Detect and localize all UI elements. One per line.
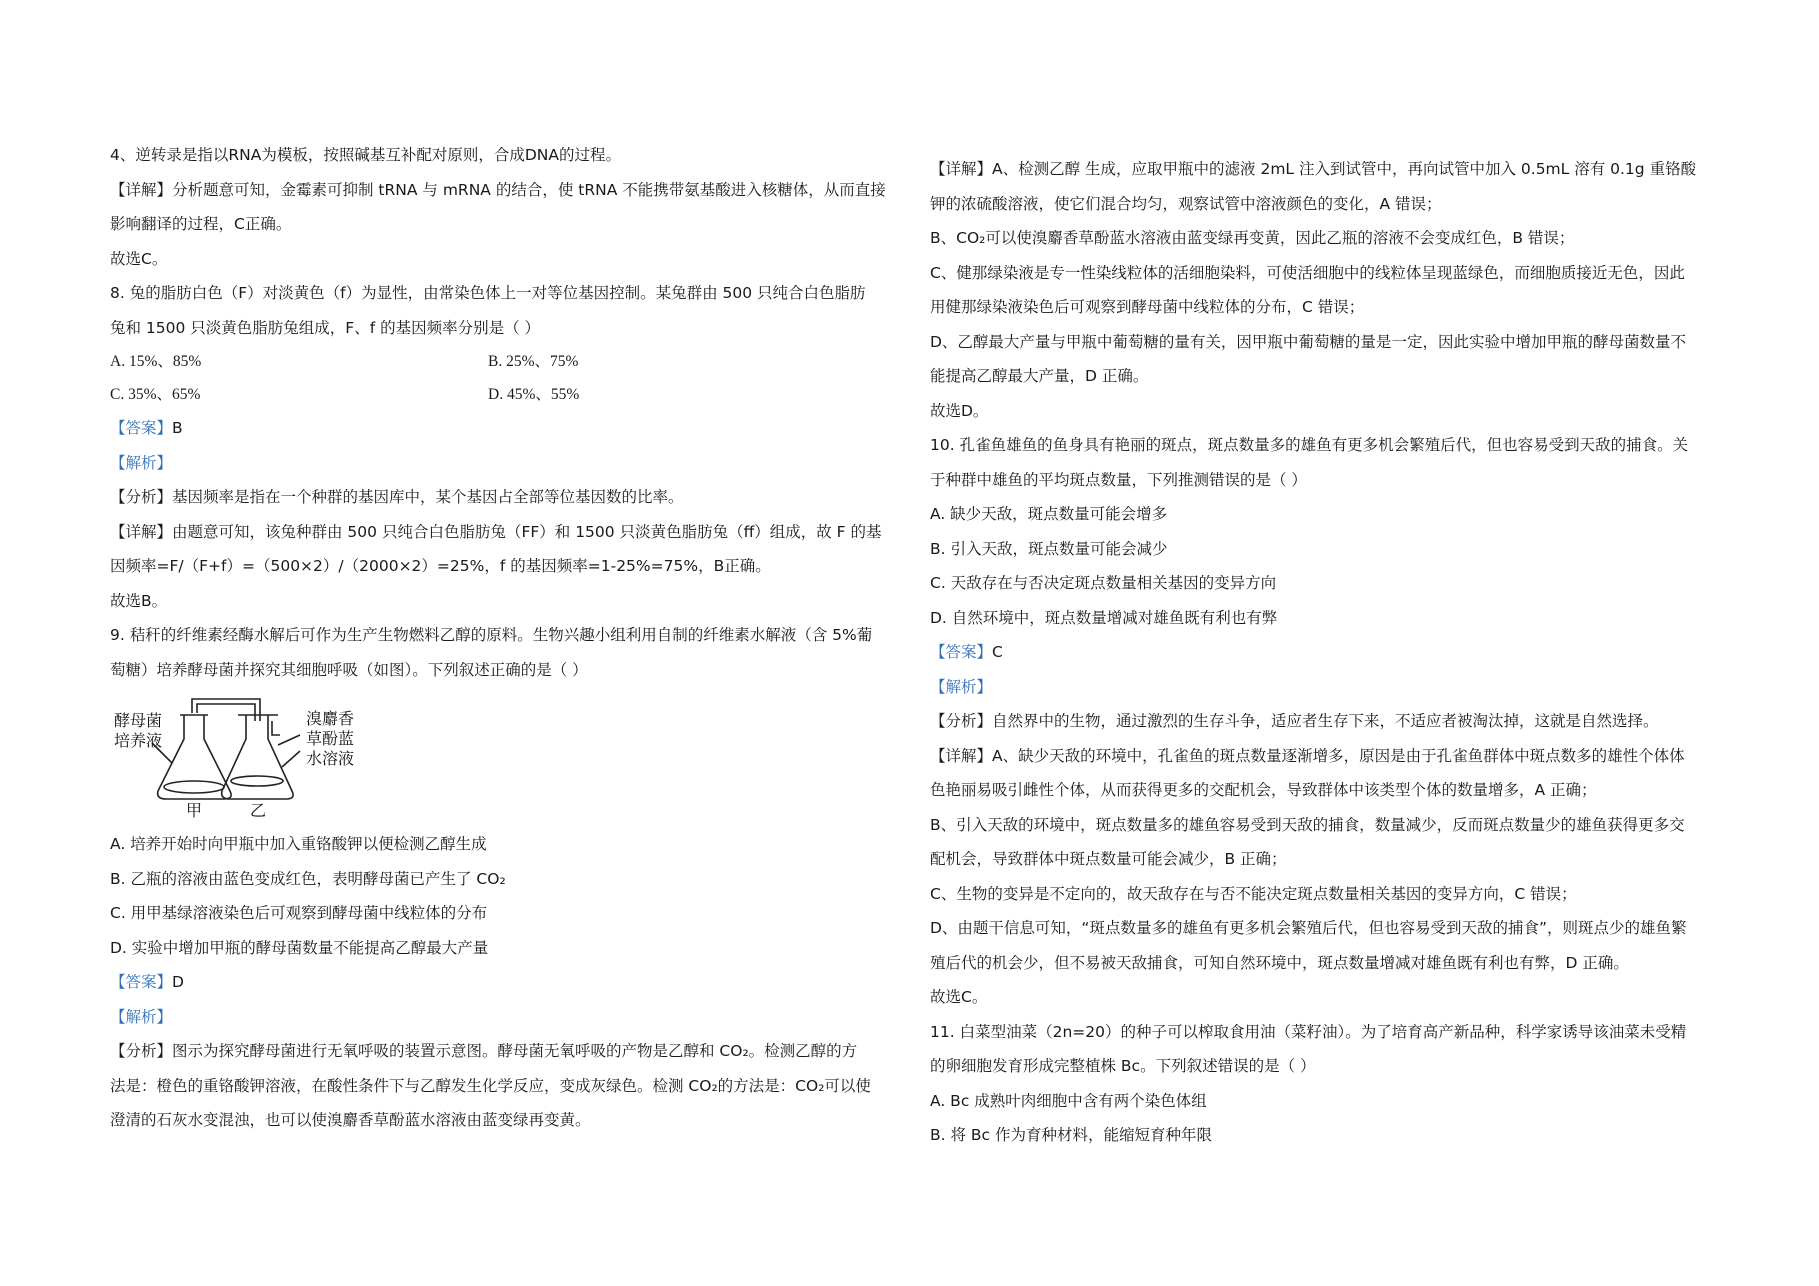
q11-option-a: A. Bc 成熟叶肉细胞中含有两个染色体组 [930,1091,1207,1110]
q7-detail-line: 影响翻译的过程，C正确。 [110,215,292,233]
q8-detail: 因频率=F/（F+f）=（500×2）/（2000×2）=25%，f 的基因频率=1-25%=75%，B正确。 [110,557,771,575]
q9-option-d: D. 实验中增加甲瓶的酵母菌数量不能提高乙醇最大产量 [110,938,489,957]
flask-b-label: 乙 [250,801,267,820]
q10-detail: C、生物的变异是不定向的，故天敌存在与否不能决定斑点数量相关基因的变异方向，C 错误； [930,884,1577,903]
q10-detail: 色艳丽易吸引雌性个体，从而获得更多的交配机会，导致群体中该类型个体的数量增多，A 正确； [930,781,1597,799]
q8-analysis: 【分析】基因频率是指在一个种群的基因库中，某个基因占全部等位基因数的比率。 [110,488,684,506]
q10-detail: 配机会，导致群体中斑点数量可能会减少，B 正确； [930,850,1287,868]
q10-option-c: C. 天敌存在与否决定斑点数量相关基因的变异方向 [930,574,1277,592]
q8-option-b: B. 25%、75% [488,353,579,370]
flask-apparatus-figure [110,691,370,821]
analysis-tag: 【解析】 [110,1007,173,1026]
left-column [110,138,910,1138]
answer-value: D [172,973,184,991]
q9-stem: 萄糖）培养酵母菌并探究其细胞呼吸（如图）。下列叙述正确的是（ ） [110,660,588,679]
q10-stem: 10. 孔雀鱼雄鱼的鱼身具有艳丽的斑点，斑点数量多的雄鱼有更多机会繁殖后代，但也容易受到天敌的捕食。关 [930,436,1689,454]
q4-line: 4、逆转录是指以RNA为模板，按照碱基互补配对原则，合成DNA的过程。 [110,146,621,164]
q9-option-c: C. 用甲基绿溶液染色后可观察到酵母菌中线粒体的分布 [110,904,488,922]
q10-stem: 于种群中雄鱼的平均斑点数量，下列推测错误的是（ ） [930,470,1307,489]
q8-answer [110,411,910,446]
figure-label: 培养液 [114,731,163,750]
analysis-tag: 【解析】 [110,453,173,472]
q9-option-a: A. 培养开始时向甲瓶中加入重铬酸钾以便检测乙醇生成 [110,835,487,853]
q10-analysis: 【分析】自然界中的生物，通过激烈的生存斗争，适应者生存下来，不适应者被淘汰掉，这就是自然选择。 [930,712,1659,730]
q7-detail-line: 【详解】分析题意可知，金霉素可抑制 tRNA 与 mRNA 的结合，使 tRNA 不能携带氨基酸进入核糖体，从而直接 [110,180,886,199]
answer-tag: 【答案】 [110,973,173,991]
q9-option-b: B. 乙瓶的溶液由蓝色变成红色，表明酵母菌已产生了 CO₂ [110,869,506,888]
q8-choose: 故选B。 [110,591,168,610]
figure-label: 水溶液 [306,749,355,768]
figure-label: 草酚蓝 [306,729,355,748]
q8-option-c: C. 35%、65% [110,386,201,403]
analysis-tag: 【解析】 [930,677,993,696]
q9-detail: 用健那绿染液染色后可观察到酵母菌中线粒体的分布，C 错误； [930,298,1365,316]
q10-detail: 殖后代的机会少，但不易被天敌捕食，可知自然环境中，斑点数量增减对雄鱼既有利也有弊，D 正确。 [930,953,1629,972]
q10-option-a: A. 缺少天敌，斑点数量可能会增多 [930,505,1168,523]
q8-options-row [110,345,910,378]
q7-choose: 故选C。 [110,249,168,268]
right-column [930,152,1720,1153]
q9-stem: 9. 秸秆的纤维素经酶水解后可作为生产生物燃料乙醇的原料。生物兴趣小组利用自制的纤维素水解液（含 5%葡 [110,626,873,644]
q9-answer [110,965,910,1000]
q9-detail: C、健那绿染液是专一性染线粒体的活细胞染料，可使活细胞中的线粒体呈现蓝绿色，而细胞质接近无色，因此 [930,263,1685,282]
answer-tag: 【答案】 [930,643,993,661]
q11-stem: 的卵细胞发育形成完整植株 Bc。下列叙述错误的是（ ） [930,1057,1316,1075]
q10-detail: B、引入天敌的环境中，斑点数量多的雄鱼容易受到天敌的捕食，数量减少，反而斑点数量少的雄鱼获得更多交 [930,815,1685,834]
q9-detail: 【详解】A、检测乙醇 生成，应取甲瓶中的滤液 2mL 注入到试管中，再向试管中加入 0.5mL 溶有 0.1g 重铬酸 [930,160,1697,178]
q8-stem: 8. 兔的脂肪白色（F）对淡黄色（f）为显性，由常染色体上一对等位基因控制。某兔群由 500 只纯合白色脂肪 [110,284,866,302]
answer-value: B [172,419,183,437]
q9-detail: D、乙醇最大产量与甲瓶中葡萄糖的量有关，因甲瓶中葡萄糖的量是一定，因此实验中增加甲瓶的酵母菌数量不 [930,332,1686,351]
q9-detail: 能提高乙醇最大产量，D 正确。 [930,367,1149,385]
flask-a-label: 甲 [186,801,203,820]
q10-choose: 故选C。 [930,988,988,1006]
q10-answer [930,635,1720,670]
q8-options-row [110,378,910,411]
figure-label: 酵母菌 [114,711,163,730]
q9-choose: 故选D。 [930,401,989,420]
q10-option-d: D. 自然环境中，斑点数量增减对雄鱼既有利也有弊 [930,608,1278,627]
q9-detail: B、CO₂可以使溴麝香草酚蓝水溶液由蓝变绿再变黄，因此乙瓶的溶液不会变成红色，B 错误； [930,229,1575,247]
q9-analysis: 法是：橙色的重铬酸钾溶液，在酸性条件下与乙醇发生化学反应，变成灰绿色。检测 CO₂的方法是：CO₂可以使 [110,1076,871,1095]
q11-stem: 11. 白菜型油菜（2n=20）的种子可以榨取食用油（菜籽油）。为了培育高产新品种，科学家诱导该油菜未受精 [930,1022,1687,1041]
answer-tag: 【答案】 [110,419,173,437]
q8-option-d: D. 45%、55% [488,386,580,403]
q10-detail: 【详解】A、缺少天敌的环境中，孔雀鱼的斑点数量逐渐增多，原因是由于孔雀鱼群体中斑点数多的雄性个体体 [930,746,1685,765]
q8-detail: 【详解】由题意可知，该兔种群由 500 只纯合白色脂肪兔（FF）和 1500 只淡黄色脂肪兔（ff）组成，故 F 的基 [110,522,882,541]
q10-option-b: B. 引入天敌，斑点数量可能会减少 [930,539,1168,558]
q8-option-a: A. 15%、85% [110,353,202,370]
q9-detail: 钾的浓硫酸溶液，使它们混合均匀，观察试管中溶液颜色的变化，A 错误； [930,194,1442,213]
q9-analysis: 【分析】图示为探究酵母菌进行无氧呼吸的装置示意图。酵母菌无氧呼吸的产物是乙醇和 CO₂。检测乙醇的方 [110,1042,858,1060]
q10-detail: D、由题干信息可知，“斑点数量多的雄鱼有更多机会繁殖后代，但也容易受到天敌的捕食”，则斑点少的雄鱼繁 [930,919,1687,937]
figure-label: 溴麝香 [306,709,355,728]
q8-stem: 兔和 1500 只淡黄色脂肪兔组成，F、f 的基因频率分别是（ ） [110,318,541,337]
answer-value: C [992,643,1003,661]
q9-analysis: 澄清的石灰水变混浊，也可以使溴麝香草酚蓝水溶液由蓝变绿再变黄。 [110,1111,591,1129]
q11-option-b: B. 将 Bc 作为育种材料，能缩短育种年限 [930,1126,1212,1144]
